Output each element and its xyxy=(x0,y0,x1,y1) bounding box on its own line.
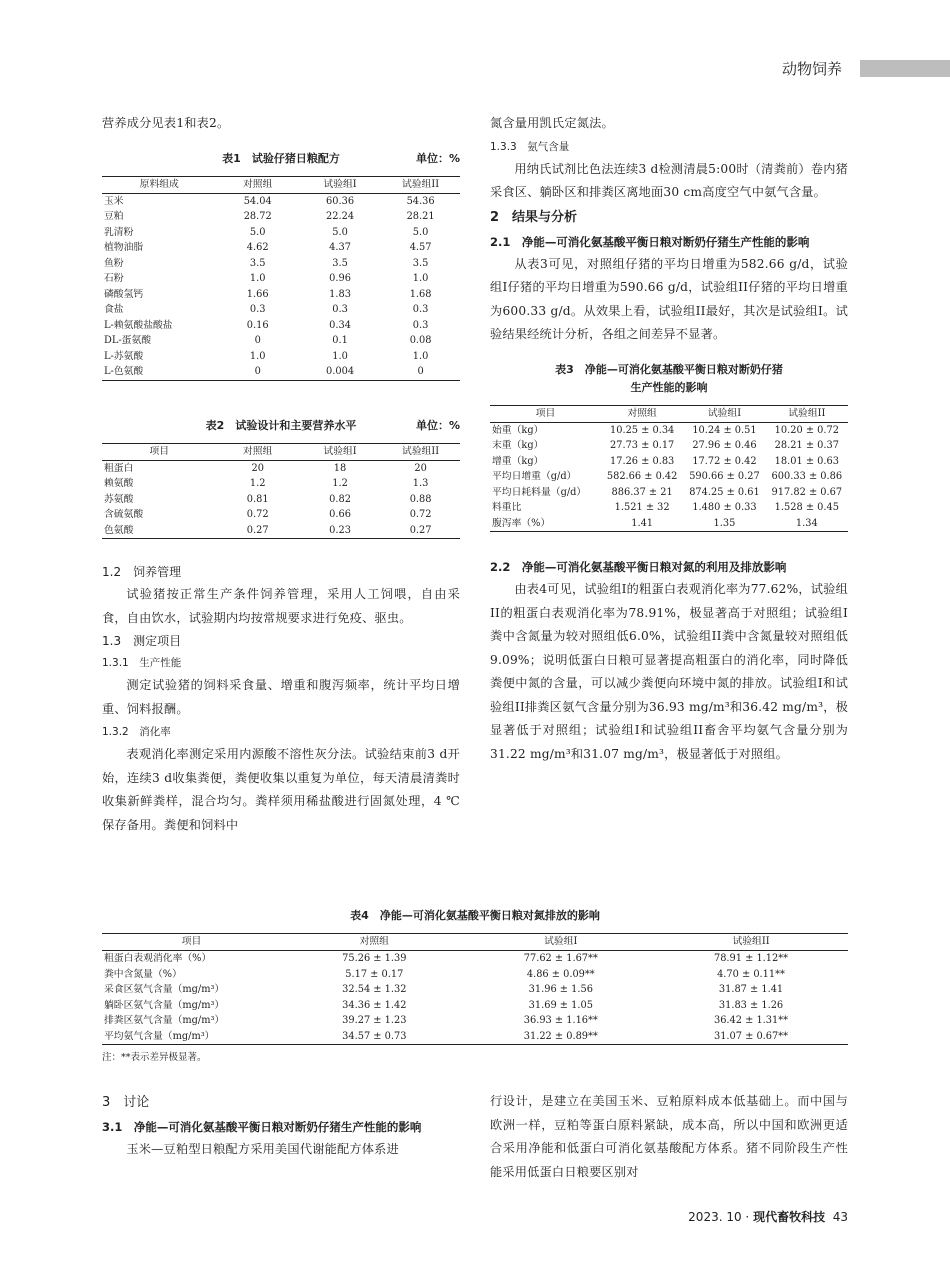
table2-unit: 单位：% xyxy=(415,418,460,432)
table-cell: 植物油脂 xyxy=(104,242,144,253)
s133-text: 用纳氏试剂比色法连续3 d检测清晨5:00时（清粪前）卷内猪采食区、躺卧区和排粪区离地面30 cm高度空气中氨气含量。 xyxy=(490,161,848,199)
table-row xyxy=(102,225,460,241)
table-cell: 31.83 ± 1.26 xyxy=(718,999,784,1011)
table-cell: 苏氨酸 xyxy=(104,493,134,505)
table-cell: 1.528 ± 0.45 xyxy=(774,502,839,513)
table-cell: 1.83 xyxy=(329,288,351,300)
table-cell: 5.0 xyxy=(332,226,348,238)
table-row xyxy=(102,523,460,539)
table-cell: 36.93 ± 1.16** xyxy=(523,1015,598,1026)
left-column xyxy=(102,112,460,837)
table-cell: 17.72 ± 0.42 xyxy=(692,455,757,467)
footer-journal: 现代畜牧科技 xyxy=(753,1210,826,1224)
table-row xyxy=(102,982,848,998)
table-header-cell: 试验组II xyxy=(766,405,848,422)
intro-text: 营养成分见表1和表2。 xyxy=(102,116,230,130)
table-cell: 22.24 xyxy=(326,211,355,222)
table-cell: 582.66 ± 0.42 xyxy=(606,471,678,482)
table-cell: 39.27 ± 1.23 xyxy=(342,1015,407,1026)
table-cell: 18 xyxy=(333,462,347,474)
s22-text: 由表4可见，试验组I的粗蛋白表观消化率为77.62%，试验组II的粗蛋白表观消化率为78.91%，极显著高于对照组；试验组I粪中含氮量为较对照组低6.0%，试验组II粪中含氮量较对照组低9.09%；说明低蛋白日粮可显著提高粗蛋白的消化率，同时降低粪便中氮的含量，可以减少粪便向环境中氮的排放。试验组I和试验组II排粪区氨气含量分别为36.93 mg/m³和36.42 mg/m³，极显著低于对照组；试验组I和试验组II畜舍平均氨气含量分别为31.22 mg/m³和31.07 mg/m³，极显著低于对照组。 xyxy=(490,582,848,761)
table-cell: 粗蛋白表观消化率（%） xyxy=(104,953,212,964)
table-row xyxy=(102,318,460,334)
table-cell: 色氨酸 xyxy=(104,524,134,536)
s131-text: 测定试验猪的饲料采食量、增重和腹泻频率，统计平均日增重、饲料报酬。 xyxy=(102,678,460,716)
table-cell: 60.36 xyxy=(326,195,355,207)
table-cell: 0.3 xyxy=(412,319,429,331)
table-cell: 1.0 xyxy=(249,273,266,284)
table-cell: 3.5 xyxy=(249,257,266,269)
table-cell: 0.82 xyxy=(329,493,351,505)
table-cell: 1.0 xyxy=(412,273,429,284)
table-cell: 17.26 ± 0.83 xyxy=(609,455,675,467)
s132-text: 表观消化率测定采用内源酸不溶性灰分法。试验结束前3 d开始，连续3 d收集粪便，粪便收集以重复为单位，每天清晨清粪时收集新鲜粪样，混合均匀。粪样须用稀盐酸进行固氮处理，4 ℃保存备用。粪便和饲料中 xyxy=(102,747,460,832)
table-cell: 28.21 xyxy=(406,211,435,222)
s3-title: 3 讨论 xyxy=(102,1095,150,1110)
section-label: 动物饲养 xyxy=(781,60,842,78)
table-cell: 玉米 xyxy=(104,195,124,207)
table-cell: 1.0 xyxy=(249,350,266,362)
table3-caption-1: 表3 净能—可消化氨基酸平衡日粮对断奶仔猪 xyxy=(555,362,783,376)
table-cell: 20 xyxy=(251,462,264,474)
table-cell: 5.17 ± 0.17 xyxy=(345,968,404,980)
table-cell: 34.36 ± 1.42 xyxy=(342,999,407,1011)
table-cell: 1.0 xyxy=(332,350,348,362)
table-cell: 31.22 ± 0.89** xyxy=(523,1030,598,1042)
table-cell: 始重（kg） xyxy=(492,424,544,436)
table-row xyxy=(102,492,460,508)
bottom-left xyxy=(102,1090,460,1162)
table-row xyxy=(102,193,460,209)
table-cell: 0 xyxy=(254,335,261,346)
table-cell: 乳清粉 xyxy=(104,226,134,238)
table1-unit: 单位：% xyxy=(415,151,460,165)
table-cell: 0.96 xyxy=(329,273,351,284)
table-cell: 600.33 ± 0.86 xyxy=(771,471,843,482)
table-row xyxy=(102,302,460,318)
table-cell: 0.81 xyxy=(246,493,269,505)
table4-block xyxy=(102,907,848,1063)
table-cell: 0.72 xyxy=(246,509,269,520)
s133-title: 1.3.3 氨气含量 xyxy=(490,140,570,153)
table3 xyxy=(490,405,848,533)
table-cell: 4.86 ± 0.09** xyxy=(526,968,595,980)
table-cell: 77.62 ± 1.67** xyxy=(523,953,598,964)
footer-issue: 2023. 10 · xyxy=(688,1210,754,1224)
table2 xyxy=(102,443,460,540)
table-row xyxy=(102,271,460,287)
s31-title: 3.1 净能—可消化氨基酸平衡日粮对断奶仔猪生产性能的影响 xyxy=(102,1120,422,1134)
table-header-cell: 对照组 xyxy=(217,443,299,460)
table-cell: 腹泻率（%） xyxy=(492,517,551,529)
table-header-cell: 对照组 xyxy=(281,934,468,951)
table-cell: 5.0 xyxy=(412,226,429,238)
table-cell: 含硫氨酸 xyxy=(104,509,144,520)
table-cell: 1.66 xyxy=(246,288,269,300)
table-header-cell: 试验组I xyxy=(299,443,381,460)
table-cell: 1.35 xyxy=(713,517,736,529)
s31-text: 玉米—豆粕型日粮配方采用美国代谢能配方体系进 xyxy=(126,1142,399,1156)
table-cell: 31.69 ± 1.05 xyxy=(528,999,593,1011)
table-cell: 874.25 ± 0.61 xyxy=(689,486,760,498)
table-row xyxy=(102,287,460,303)
table-row xyxy=(102,967,848,983)
table-cell: 28.72 xyxy=(243,211,272,222)
table-cell: 磷酸氢钙 xyxy=(104,288,144,300)
table-header-cell: 项目 xyxy=(102,934,281,951)
table-cell: 石粉 xyxy=(104,273,124,284)
right-column xyxy=(490,112,848,766)
table2-title: 表2 试验设计和主要营养水平 xyxy=(205,418,357,432)
table-cell: 鱼粉 xyxy=(104,257,124,269)
table-cell: DL-蛋氨酸 xyxy=(104,335,152,346)
table-header-cell: 试验组II xyxy=(381,176,460,193)
table-cell: 36.42 ± 1.31** xyxy=(713,1015,789,1026)
s2-title: 2 结果与分析 xyxy=(490,209,578,225)
table-cell: 4.57 xyxy=(409,242,432,253)
table-header-cell: 对照组 xyxy=(601,405,683,422)
table-row xyxy=(102,998,848,1014)
table-row xyxy=(102,209,460,225)
footer-page: 43 xyxy=(832,1210,848,1224)
table-cell: 34.57 ± 0.73 xyxy=(342,1030,407,1042)
table-cell: 0.72 xyxy=(409,509,432,520)
table-row xyxy=(102,476,460,492)
table-row xyxy=(102,460,460,476)
table-cell: 0 xyxy=(417,366,424,377)
s13-title: 1.3 测定项目 xyxy=(102,634,182,648)
s132-title: 1.3.2 消化率 xyxy=(102,726,171,738)
table-cell: 1.68 xyxy=(409,288,432,300)
table-cell: 0.3 xyxy=(249,304,266,315)
table-cell: 0.08 xyxy=(409,335,432,346)
table-row xyxy=(102,349,460,365)
table-cell: 20 xyxy=(414,462,427,474)
table-row xyxy=(102,1013,848,1029)
table-row xyxy=(102,951,848,967)
table2-block xyxy=(102,417,460,540)
table-header-cell: 试验组II xyxy=(381,443,460,460)
table-cell: 28.21 ± 0.37 xyxy=(774,440,839,451)
table-row xyxy=(490,469,848,485)
table-cell: 0.3 xyxy=(332,304,348,315)
table-cell: 0.88 xyxy=(409,493,432,505)
table-cell: 27.96 ± 0.46 xyxy=(692,440,757,451)
table-cell: 0.27 xyxy=(409,524,432,536)
table-cell: 31.96 ± 1.56 xyxy=(528,984,593,995)
table-cell: 54.36 xyxy=(406,195,435,207)
table-cell: 平均氨气含量（mg/m³） xyxy=(104,1030,215,1042)
table-cell: 0.66 xyxy=(329,509,351,520)
table-cell: 增重（kg） xyxy=(492,455,544,467)
table-row xyxy=(490,485,848,501)
table-cell: 采食区氨气含量（mg/m³） xyxy=(104,984,225,995)
table-cell: 54.04 xyxy=(243,195,272,207)
table2-caption xyxy=(102,417,460,435)
table-cell: 18.01 ± 0.63 xyxy=(774,455,839,467)
table-cell: 排粪区氨气含量（mg/m³） xyxy=(104,1015,225,1026)
table-header-cell: 试验组I xyxy=(683,405,765,422)
table-cell: 3.5 xyxy=(412,257,429,269)
table-cell: 27.73 ± 0.17 xyxy=(609,440,675,451)
bottom-right xyxy=(490,1090,848,1184)
table-cell: 料重比 xyxy=(492,502,522,513)
s12-text: 试验猪按正常生产条件饲养管理，采用人工饲喂，自由采食，自由饮水，试验期内均按常规要求进行免疫、驱虫。 xyxy=(102,587,460,625)
table-cell: 0.3 xyxy=(412,304,429,315)
s12-title: 1.2 饲养管理 xyxy=(102,565,182,579)
table-cell: 4.70 ± 0.11** xyxy=(717,968,785,980)
table-cell: 赖氨酸 xyxy=(104,478,134,489)
table-row xyxy=(490,454,848,470)
table-cell: 1.2 xyxy=(249,478,266,489)
table4-note: 注：**表示差异极显著。 xyxy=(102,1052,207,1063)
table-cell: 0.1 xyxy=(332,335,348,346)
table-cell: 躺卧区氨气含量（mg/m³） xyxy=(104,999,225,1011)
table1-block xyxy=(102,150,460,381)
table-row xyxy=(490,422,848,438)
table-row xyxy=(490,516,848,532)
table-cell: 平均日耗料量（g/d） xyxy=(492,486,587,498)
table-cell: 0.27 xyxy=(246,524,269,536)
table-cell: 3.5 xyxy=(332,257,348,269)
table-cell: 4.62 xyxy=(246,242,269,253)
table-cell: 1.480 ± 0.33 xyxy=(692,502,757,513)
table-cell: 1.41 xyxy=(631,517,654,529)
table-cell: 0.004 xyxy=(326,366,355,377)
table-header-cell: 试验组I xyxy=(468,934,655,951)
table-cell: 豆粕 xyxy=(104,211,124,222)
table-row xyxy=(102,507,460,523)
page-footer xyxy=(688,1208,848,1225)
table-cell: 平均日增重（g/d） xyxy=(492,471,577,482)
table-cell: 10.25 ± 0.34 xyxy=(609,424,675,436)
table4 xyxy=(102,933,848,1045)
table-cell: 75.26 ± 1.39 xyxy=(342,953,407,964)
table-header-cell: 试验组I xyxy=(299,176,381,193)
table-cell: 0.23 xyxy=(329,524,351,536)
table-header-cell: 项目 xyxy=(102,443,217,460)
table4-caption: 表4 净能—可消化氨基酸平衡日粮对氮排放的影响 xyxy=(350,909,600,922)
table-cell: 1.3 xyxy=(412,478,429,489)
table-header-cell: 对照组 xyxy=(217,176,299,193)
table-cell: L-赖氨酸盐酸盐 xyxy=(104,319,173,331)
table-cell: 1.521 ± 32 xyxy=(614,502,670,513)
table-row xyxy=(102,240,460,256)
table-cell: 食盐 xyxy=(104,304,124,315)
table-cell: 10.20 ± 0.72 xyxy=(774,424,839,436)
cont-text: 氮含量用凯氏定氮法。 xyxy=(490,116,614,130)
table-cell: 31.87 ± 1.41 xyxy=(718,984,784,995)
table-cell: 886.37 ± 21 xyxy=(611,486,673,498)
table-row xyxy=(102,256,460,272)
header-bar xyxy=(860,60,950,77)
s131-title: 1.3.1 生产性能 xyxy=(102,657,182,669)
table1-title: 表1 试验仔猪日粮配方 xyxy=(222,151,340,165)
table-cell: 1.0 xyxy=(412,350,429,362)
table-cell: 0.16 xyxy=(246,319,269,331)
table-header-cell: 项目 xyxy=(490,405,601,422)
table-cell: 32.54 ± 1.32 xyxy=(342,984,407,995)
table-cell: 4.37 xyxy=(329,242,351,253)
table-cell: 1.34 xyxy=(795,517,818,529)
s22-title: 2.2 净能—可消化氨基酸平衡日粮对氮的利用及排放影响 xyxy=(490,560,787,574)
table-cell: 31.07 ± 0.67** xyxy=(713,1030,789,1042)
table-cell: 5.0 xyxy=(249,226,266,238)
table-row xyxy=(102,333,460,349)
table-row xyxy=(102,1029,848,1045)
table-cell: 粗蛋白 xyxy=(104,462,134,474)
table-cell: 917.82 ± 0.67 xyxy=(771,486,843,498)
table-row xyxy=(490,500,848,516)
bottom-right-text: 行设计，是建立在美国玉米、豆粕原料成本低基础上。而中国与欧洲一样，豆粕等蛋白原料紧缺，成本高，所以中国和欧洲更适合采用净能和低蛋白可消化氨基酸配方体系。猪不同阶段生产性能采用低蛋白日粮要区别对 xyxy=(490,1094,848,1179)
table-header-cell: 试验组II xyxy=(654,934,848,951)
table-cell: 粪中含氮量（%） xyxy=(104,968,182,980)
table-cell: 末重（kg） xyxy=(492,440,544,451)
table-cell: L-色氨酸 xyxy=(104,366,144,377)
table-row xyxy=(490,438,848,454)
table-cell: L-苏氨酸 xyxy=(104,350,144,362)
s21-text: 从表3可见，对照组仔猪的平均日增重为582.66 g/d，试验组I仔猪的平均日增重为590.66 g/d，试验组II仔猪的平均日增重为600.33 g/d。从效果上看，试验组II最好，其次是试验组I。试验结果经统计分析，各组之间差异不显著。 xyxy=(490,256,848,341)
table-row xyxy=(102,364,460,380)
table1 xyxy=(102,176,460,381)
table-cell: 1.2 xyxy=(332,478,348,489)
table-cell: 0.34 xyxy=(329,319,351,331)
table-cell: 0 xyxy=(254,366,261,377)
table-cell: 590.66 ± 0.27 xyxy=(689,471,760,482)
table3-block xyxy=(490,361,848,533)
table1-caption xyxy=(102,150,460,168)
table3-caption-2: 生产性能的影响 xyxy=(630,380,708,394)
table-cell: 78.91 ± 1.12** xyxy=(713,953,789,964)
s21-title: 2.1 净能—可消化氨基酸平衡日粮对断奶仔猪生产性能的影响 xyxy=(490,234,810,249)
table-header-cell: 原料组成 xyxy=(102,176,217,193)
table-cell: 10.24 ± 0.51 xyxy=(692,424,757,436)
